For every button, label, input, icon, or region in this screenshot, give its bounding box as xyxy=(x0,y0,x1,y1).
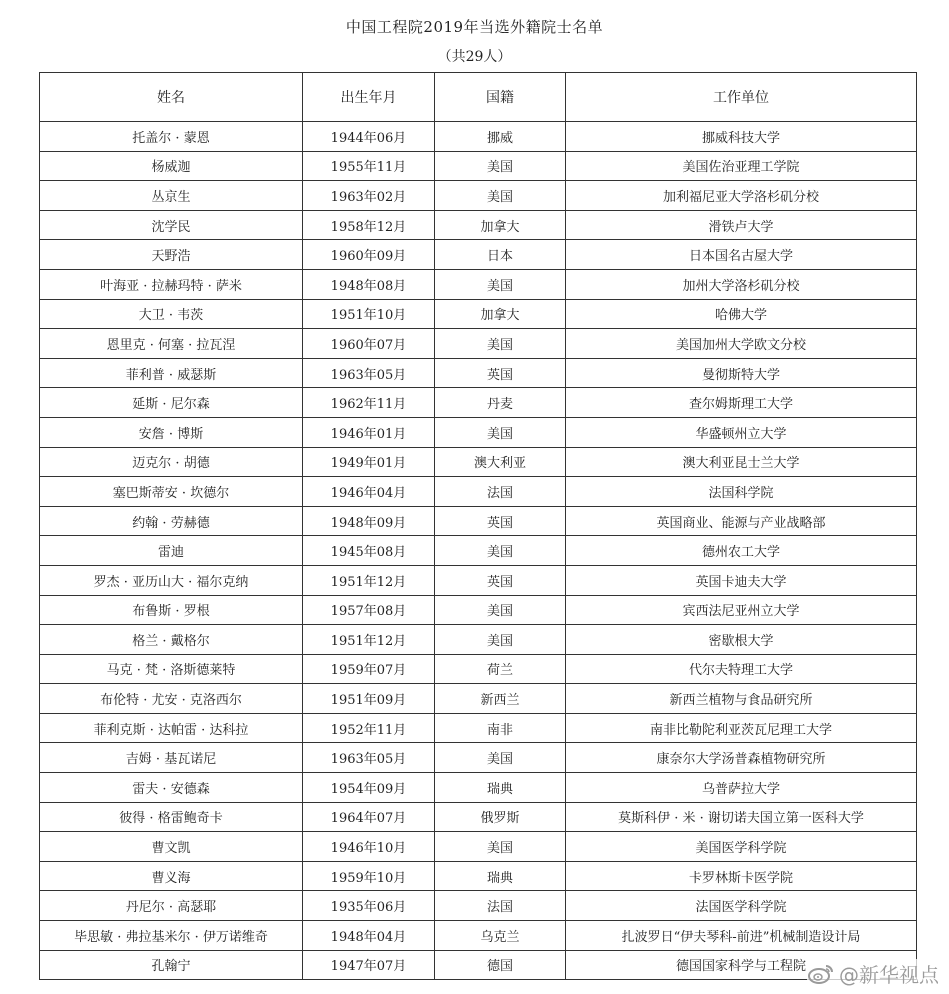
cell-workplace: 德国国家科学与工程院 xyxy=(566,950,917,980)
cell-name: 安詹 · 博斯 xyxy=(40,417,303,447)
cell-birth: 1946年10月 xyxy=(303,832,435,862)
cell-name: 塞巴斯蒂安 · 坎德尔 xyxy=(40,477,303,507)
cell-workplace: 康奈尔大学汤普森植物研究所 xyxy=(566,743,917,773)
page-subtitle: （共29人） xyxy=(437,49,512,65)
academician-table xyxy=(39,72,917,980)
cell-birth: 1955年11月 xyxy=(303,151,435,181)
cell-birth: 1948年04月 xyxy=(303,921,435,951)
cell-nationality: 俄罗斯 xyxy=(435,802,566,832)
table-row xyxy=(40,447,917,477)
cell-workplace: 哈佛大学 xyxy=(566,299,917,329)
cell-workplace: 法国医学科学院 xyxy=(566,891,917,921)
cell-nationality: 英国 xyxy=(435,506,566,536)
cell-nationality: 加拿大 xyxy=(435,299,566,329)
cell-birth: 1951年12月 xyxy=(303,625,435,655)
cell-birth: 1947年07月 xyxy=(303,950,435,980)
cell-name: 大卫 · 韦茨 xyxy=(40,299,303,329)
cell-workplace: 加州大学洛杉矶分校 xyxy=(566,269,917,299)
cell-birth: 1949年01月 xyxy=(303,447,435,477)
table-row xyxy=(40,891,917,921)
watermark xyxy=(807,959,939,988)
table-row xyxy=(40,713,917,743)
cell-nationality: 美国 xyxy=(435,181,566,211)
cell-workplace: 乌普萨拉大学 xyxy=(566,773,917,803)
cell-name: 吉姆 · 基瓦诺尼 xyxy=(40,743,303,773)
cell-workplace: 英国卡迪夫大学 xyxy=(566,565,917,595)
cell-nationality: 美国 xyxy=(435,417,566,447)
table-row xyxy=(40,654,917,684)
cell-birth: 1948年08月 xyxy=(303,269,435,299)
cell-name: 菲利普 · 威瑟斯 xyxy=(40,358,303,388)
cell-workplace: 华盛顿州立大学 xyxy=(566,417,917,447)
cell-birth: 1948年09月 xyxy=(303,506,435,536)
cell-nationality: 瑞典 xyxy=(435,861,566,891)
cell-nationality: 澳大利亚 xyxy=(435,447,566,477)
table-row xyxy=(40,595,917,625)
cell-workplace: 扎波罗日“伊夫琴科-前进”机械制造设计局 xyxy=(566,921,917,951)
cell-workplace: 英国商业、能源与产业战略部 xyxy=(566,506,917,536)
cell-birth: 1959年10月 xyxy=(303,861,435,891)
cell-nationality: 法国 xyxy=(435,477,566,507)
cell-workplace: 曼彻斯特大学 xyxy=(566,358,917,388)
table-row xyxy=(40,151,917,181)
table-row xyxy=(40,921,917,951)
table-row xyxy=(40,625,917,655)
cell-name: 雷夫 · 安德森 xyxy=(40,773,303,803)
cell-nationality: 美国 xyxy=(435,595,566,625)
table-row xyxy=(40,358,917,388)
cell-birth: 1954年09月 xyxy=(303,773,435,803)
cell-nationality: 加拿大 xyxy=(435,210,566,240)
cell-workplace: 滑铁卢大学 xyxy=(566,210,917,240)
cell-birth: 1963年05月 xyxy=(303,358,435,388)
cell-nationality: 英国 xyxy=(435,565,566,595)
table-row xyxy=(40,388,917,418)
cell-name: 布鲁斯 · 罗根 xyxy=(40,595,303,625)
table-row xyxy=(40,329,917,359)
cell-name: 彼得 · 格雷鲍奇卡 xyxy=(40,802,303,832)
cell-birth: 1957年08月 xyxy=(303,595,435,625)
table-row xyxy=(40,269,917,299)
table-row xyxy=(40,832,917,862)
cell-name: 雷迪 xyxy=(40,536,303,566)
cell-birth: 1945年08月 xyxy=(303,536,435,566)
cell-birth: 1951年09月 xyxy=(303,684,435,714)
header-birth: 出生年月 xyxy=(303,73,435,122)
cell-name: 曹义海 xyxy=(40,861,303,891)
cell-birth: 1958年12月 xyxy=(303,210,435,240)
cell-workplace: 密歇根大学 xyxy=(566,625,917,655)
cell-name: 丛京生 xyxy=(40,181,303,211)
cell-name: 天野浩 xyxy=(40,240,303,270)
cell-nationality: 美国 xyxy=(435,151,566,181)
cell-workplace: 美国医学科学院 xyxy=(566,832,917,862)
cell-name: 布伦特 · 尤安 · 克洛西尔 xyxy=(40,684,303,714)
cell-workplace: 新西兰植物与食品研究所 xyxy=(566,684,917,714)
table-row xyxy=(40,506,917,536)
cell-nationality: 美国 xyxy=(435,536,566,566)
cell-birth: 1951年10月 xyxy=(303,299,435,329)
cell-nationality: 美国 xyxy=(435,832,566,862)
cell-nationality: 美国 xyxy=(435,743,566,773)
cell-birth: 1935年06月 xyxy=(303,891,435,921)
cell-name: 毕思敏 · 弗拉基米尔 · 伊万诺维奇 xyxy=(40,921,303,951)
weibo-icon xyxy=(807,963,835,985)
cell-workplace: 宾西法尼亚州立大学 xyxy=(566,595,917,625)
cell-nationality: 挪威 xyxy=(435,122,566,152)
table-row xyxy=(40,743,917,773)
cell-nationality: 丹麦 xyxy=(435,388,566,418)
table-row xyxy=(40,773,917,803)
cell-birth: 1960年09月 xyxy=(303,240,435,270)
cell-name: 菲利克斯 · 达帕雷 · 达科拉 xyxy=(40,713,303,743)
cell-nationality: 英国 xyxy=(435,358,566,388)
cell-name: 沈学民 xyxy=(40,210,303,240)
cell-nationality: 瑞典 xyxy=(435,773,566,803)
header-nationality: 国籍 xyxy=(435,73,566,122)
cell-birth: 1963年05月 xyxy=(303,743,435,773)
cell-birth: 1951年12月 xyxy=(303,565,435,595)
cell-workplace: 德州农工大学 xyxy=(566,536,917,566)
table-row xyxy=(40,861,917,891)
cell-name: 叶海亚 · 拉赫玛特 · 萨米 xyxy=(40,269,303,299)
cell-birth: 1946年04月 xyxy=(303,477,435,507)
table-row xyxy=(40,210,917,240)
table-header-row xyxy=(40,73,917,122)
cell-workplace: 美国佐治亚理工学院 xyxy=(566,151,917,181)
cell-name: 格兰 · 戴格尔 xyxy=(40,625,303,655)
cell-name: 迈克尔 · 胡德 xyxy=(40,447,303,477)
cell-nationality: 法国 xyxy=(435,891,566,921)
cell-birth: 1959年07月 xyxy=(303,654,435,684)
cell-name: 马克 · 梵 · 洛斯德莱特 xyxy=(40,654,303,684)
cell-workplace: 卡罗林斯卡医学院 xyxy=(566,861,917,891)
table-row xyxy=(40,299,917,329)
table-body xyxy=(40,122,917,980)
table-row xyxy=(40,181,917,211)
cell-workplace: 澳大利亚昆士兰大学 xyxy=(566,447,917,477)
cell-name: 延斯 · 尼尔森 xyxy=(40,388,303,418)
cell-workplace: 莫斯科伊 · 米 · 谢切诺夫国立第一医科大学 xyxy=(566,802,917,832)
cell-name: 孔翰宁 xyxy=(40,950,303,980)
table-row xyxy=(40,122,917,152)
table-row xyxy=(40,950,917,980)
table-row xyxy=(40,565,917,595)
cell-nationality: 南非 xyxy=(435,713,566,743)
cell-birth: 1946年01月 xyxy=(303,417,435,447)
cell-workplace: 日本国名古屋大学 xyxy=(566,240,917,270)
cell-name: 杨威迦 xyxy=(40,151,303,181)
cell-name: 约翰 · 劳赫德 xyxy=(40,506,303,536)
header-name: 姓名 xyxy=(40,73,303,122)
table-row xyxy=(40,240,917,270)
cell-workplace: 美国加州大学欧文分校 xyxy=(566,329,917,359)
cell-birth: 1964年07月 xyxy=(303,802,435,832)
cell-birth: 1944年06月 xyxy=(303,122,435,152)
cell-nationality: 荷兰 xyxy=(435,654,566,684)
header-workplace: 工作单位 xyxy=(566,73,917,122)
cell-nationality: 乌克兰 xyxy=(435,921,566,951)
cell-workplace: 查尔姆斯理工大学 xyxy=(566,388,917,418)
cell-workplace: 代尔夫特理工大学 xyxy=(566,654,917,684)
cell-nationality: 日本 xyxy=(435,240,566,270)
table-row xyxy=(40,536,917,566)
cell-nationality: 美国 xyxy=(435,269,566,299)
table-row xyxy=(40,477,917,507)
cell-birth: 1960年07月 xyxy=(303,329,435,359)
cell-workplace: 法国科学院 xyxy=(566,477,917,507)
cell-name: 曹文凯 xyxy=(40,832,303,862)
cell-birth: 1952年11月 xyxy=(303,713,435,743)
cell-workplace: 南非比勒陀利亚茨瓦尼理工大学 xyxy=(566,713,917,743)
cell-name: 丹尼尔 · 高瑟耶 xyxy=(40,891,303,921)
cell-workplace: 挪威科技大学 xyxy=(566,122,917,152)
cell-nationality: 新西兰 xyxy=(435,684,566,714)
cell-name: 恩里克 · 何塞 · 拉瓦涅 xyxy=(40,329,303,359)
cell-name: 托盖尔 · 蒙恩 xyxy=(40,122,303,152)
cell-name: 罗杰 · 亚历山大 · 福尔克纳 xyxy=(40,565,303,595)
cell-nationality: 德国 xyxy=(435,950,566,980)
table-row xyxy=(40,802,917,832)
cell-nationality: 美国 xyxy=(435,329,566,359)
table-row xyxy=(40,684,917,714)
cell-birth: 1962年11月 xyxy=(303,388,435,418)
cell-nationality: 美国 xyxy=(435,625,566,655)
table-row xyxy=(40,417,917,447)
cell-birth: 1963年02月 xyxy=(303,181,435,211)
cell-workplace: 加利福尼亚大学洛杉矶分校 xyxy=(566,181,917,211)
watermark-text: @新华视点 xyxy=(839,963,939,987)
page-title: 中国工程院2019年当选外籍院士名单 xyxy=(345,18,604,36)
